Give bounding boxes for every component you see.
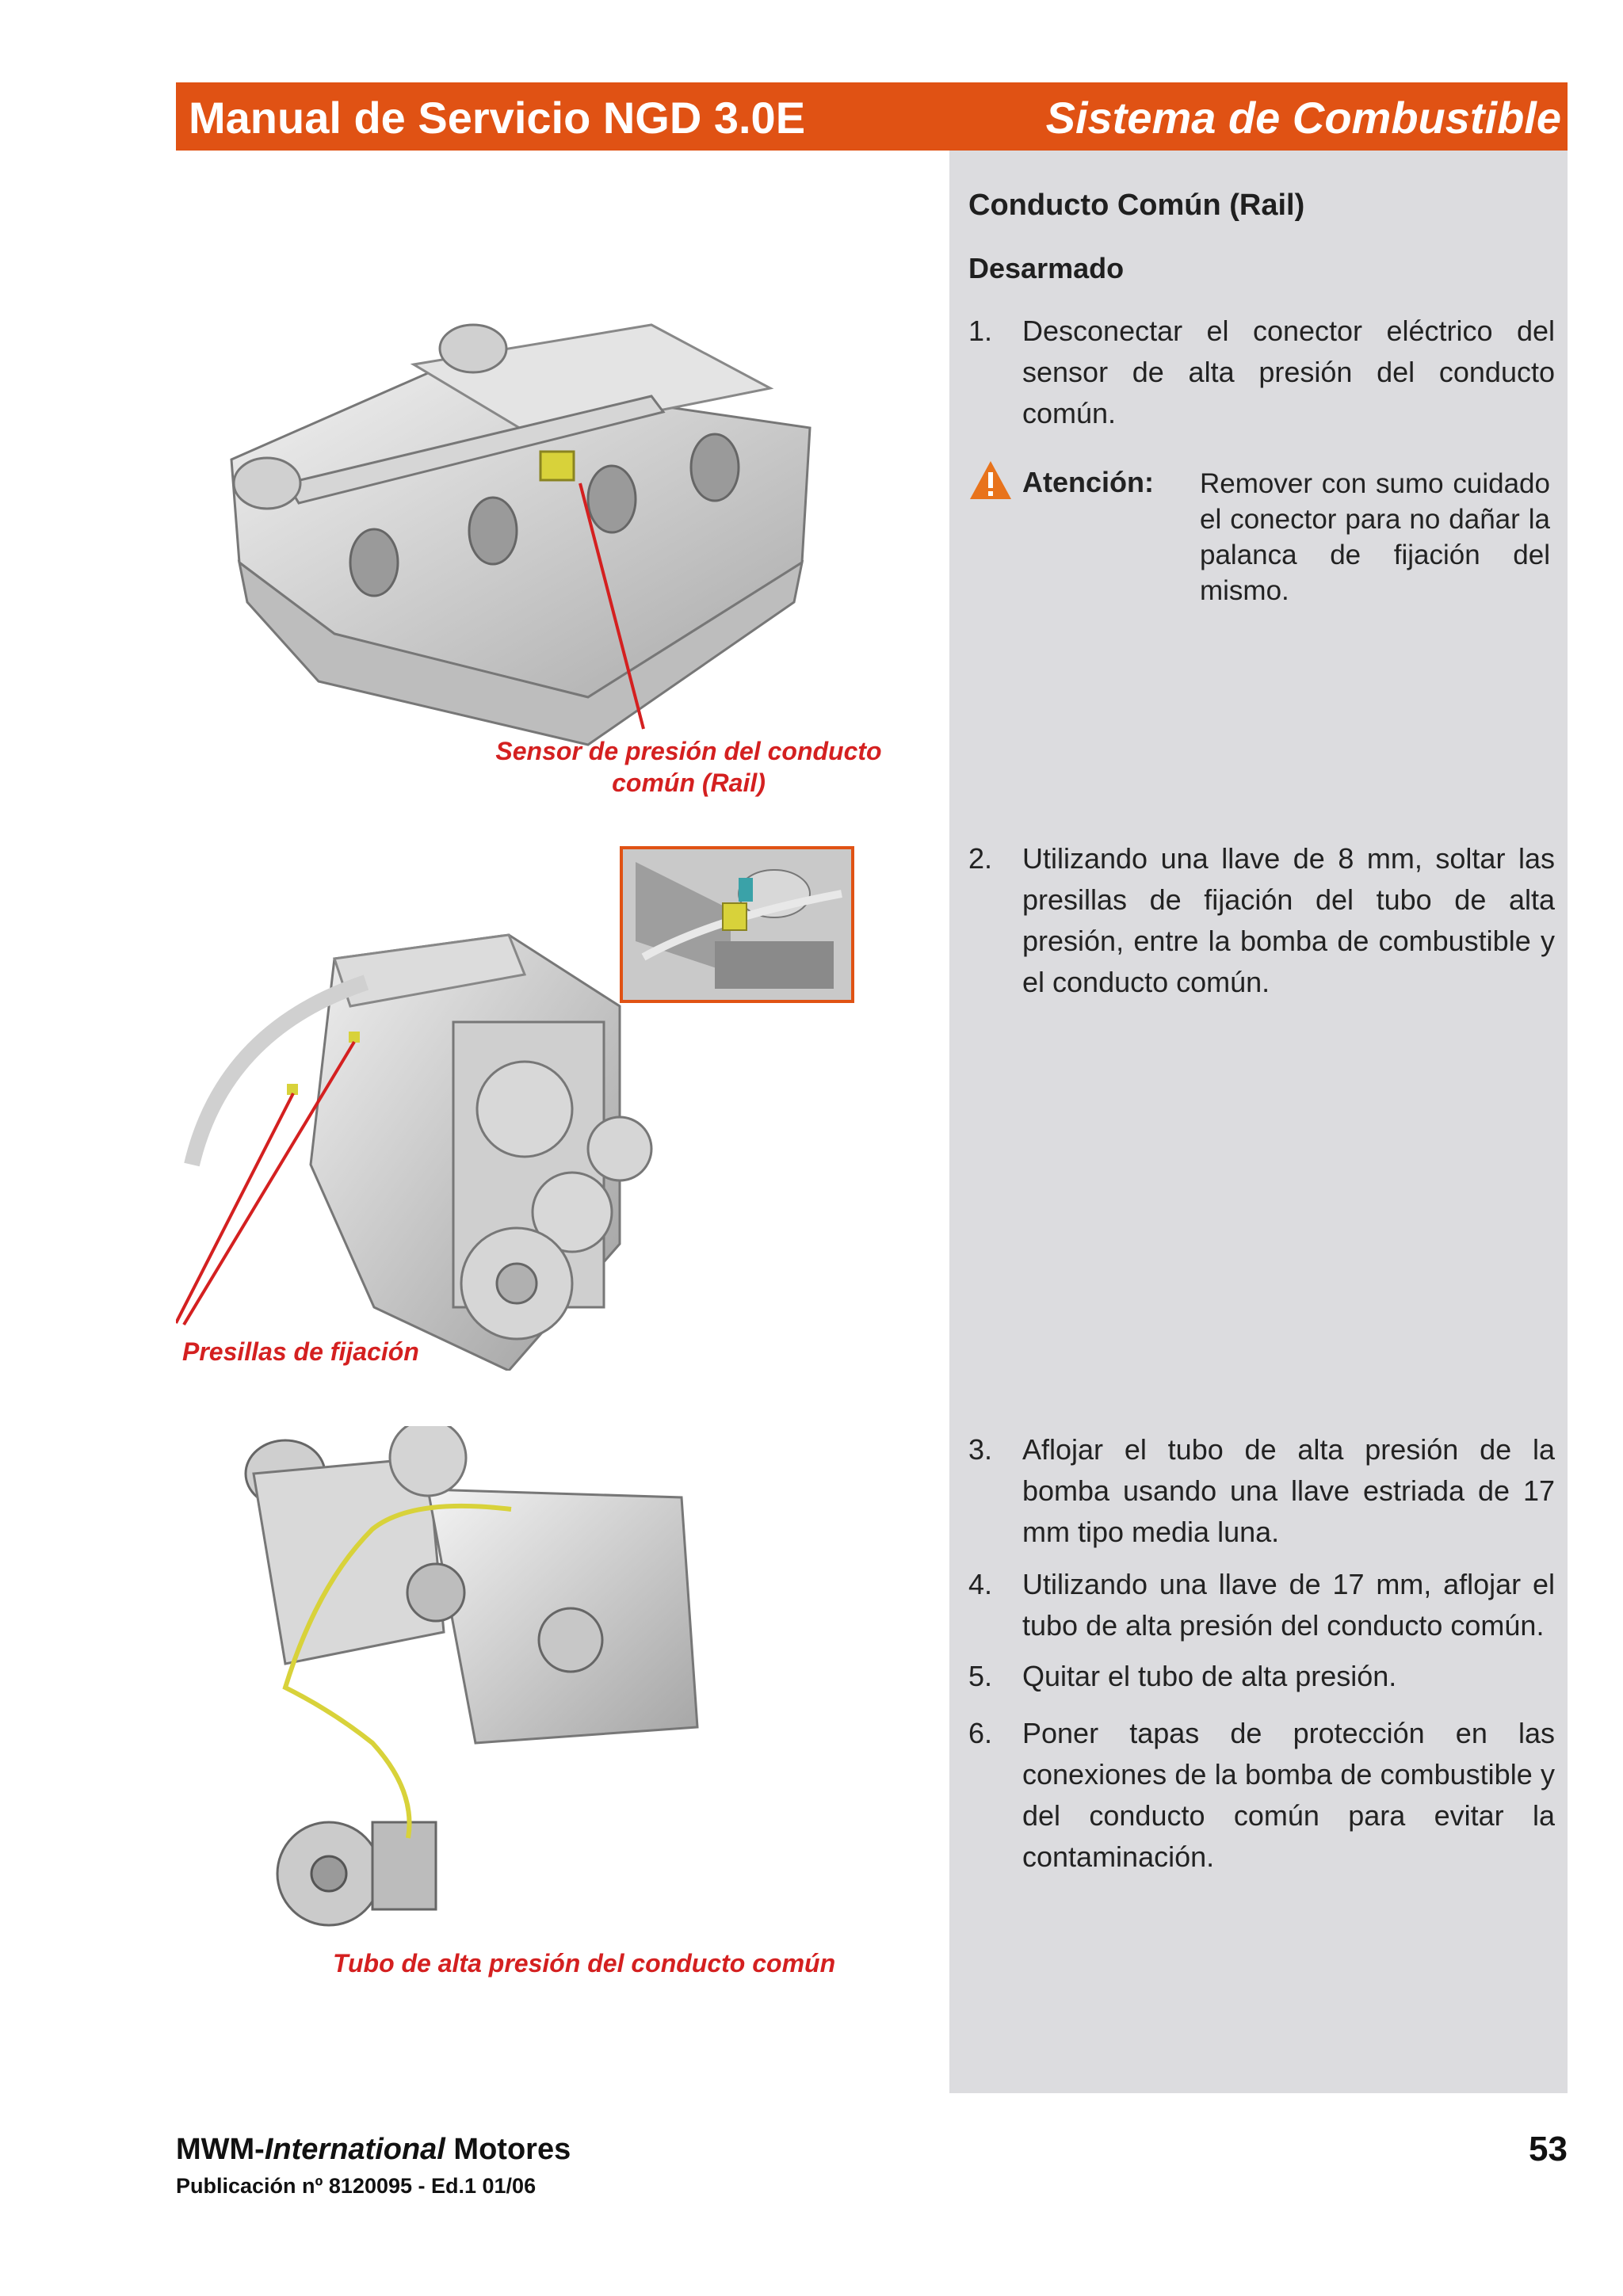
step-2 bbox=[968, 838, 1555, 1003]
step-text: Aflojar el tubo de alta presión de la bomba usando una llave estriada de 17 mm tipo media luna. bbox=[1022, 1433, 1555, 1548]
step-3 bbox=[968, 1429, 1555, 1553]
step-1 bbox=[968, 311, 1555, 434]
page-number: 53 bbox=[1529, 2130, 1568, 2168]
manual-title: Manual de Servicio NGD 3.0E bbox=[189, 93, 806, 143]
high-pressure-tube-illustration bbox=[238, 1426, 745, 1949]
step-number: 6. bbox=[968, 1717, 993, 1749]
section-title: Conducto Común (Rail) bbox=[968, 189, 1305, 222]
footer-brand bbox=[176, 2133, 571, 2167]
section-system-title: Sistema de Combustible bbox=[1045, 93, 1561, 143]
step-text: Utilizando una llave de 8 mm, soltar las presillas de fijación del tubo de alta presión, entre la bomba de combustible y el conducto común. bbox=[1022, 842, 1555, 998]
step-number: 4. bbox=[968, 1568, 993, 1600]
publication-info: Publicación nº 8120095 - Ed.1 01/06 bbox=[176, 2174, 537, 2198]
step-text: Poner tapas de protección en las conexiones de la bomba de combustible y del conducto común para evitar la contaminación. bbox=[1022, 1717, 1555, 1873]
warning-triangle-icon bbox=[968, 460, 1013, 501]
section-subtitle: Desarmado bbox=[968, 252, 1125, 284]
step-number: 5. bbox=[968, 1660, 993, 1692]
sensor-caption-line1: Sensor de presión del conducto bbox=[495, 737, 882, 765]
step-4 bbox=[968, 1564, 1555, 1646]
step-text: Utilizando una llave de 17 mm, aflojar el tubo de alta presión del conducto común. bbox=[1022, 1568, 1555, 1642]
tube-caption: Tubo de alta presión del conducto común bbox=[333, 1949, 836, 1978]
engine-illustration bbox=[176, 911, 794, 1371]
brand-suffix: Motores bbox=[445, 2133, 571, 2166]
sensor-caption-line2: común (Rail) bbox=[612, 769, 766, 797]
step-6 bbox=[968, 1713, 1555, 1878]
step-text: Desconectar el conector eléctrico del sensor de alta presión del conducto común. bbox=[1022, 315, 1555, 429]
brand-prefix: MWM- bbox=[176, 2133, 265, 2166]
warning-label: Atención: bbox=[1022, 466, 1154, 498]
step-text: Quitar el tubo de alta presión. bbox=[1022, 1660, 1397, 1692]
page-header bbox=[176, 82, 1568, 151]
step-number: 3. bbox=[968, 1433, 993, 1466]
step-number: 2. bbox=[968, 842, 993, 875]
brand-italic: International bbox=[264, 2133, 445, 2166]
warning-note bbox=[968, 460, 1555, 606]
clamps-caption: Presillas de fijación bbox=[182, 1337, 419, 1366]
step-number: 1. bbox=[968, 315, 993, 347]
instructions-panel bbox=[949, 151, 1568, 2093]
step-5 bbox=[968, 1656, 1555, 1697]
warning-text: Remover con sumo cuidado el conector para no dañar la palanca de fijación del mismo. bbox=[1200, 468, 1550, 606]
